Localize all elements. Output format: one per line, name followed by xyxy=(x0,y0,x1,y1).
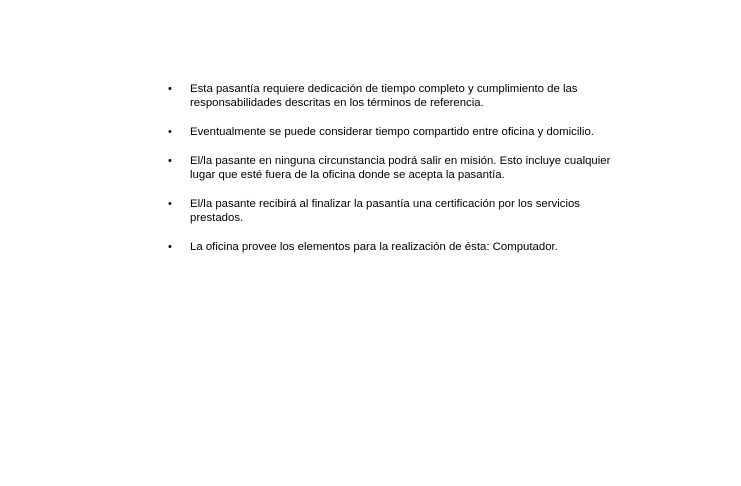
list-item-text xyxy=(190,154,636,182)
bullet-icon: • xyxy=(168,126,172,138)
list-item xyxy=(166,125,636,139)
list-item-text xyxy=(190,197,636,225)
conditions-bullet-list xyxy=(166,82,636,269)
bullet-icon: • xyxy=(168,83,172,95)
list-item-text xyxy=(190,240,636,254)
list-item-line: Eventualmente se puede considerar tiempo compartido entre oficina y domicilio. xyxy=(190,126,594,138)
list-item-line: lugar que esté fuera de la oficina donde se acepta la pasantía. xyxy=(190,169,505,181)
list-item-line: El/la pasante recibirá al finalizar la pasantía una certificación por los servicios xyxy=(190,198,581,210)
list-item xyxy=(166,197,636,225)
list-item xyxy=(166,154,636,182)
list-item-text xyxy=(190,125,636,139)
bullet-icon: • xyxy=(168,241,172,253)
list-item-line: El/la pasante en ninguna circunstancia podrá salir en misión. Esto incluye cualquier xyxy=(190,155,611,167)
bullet-icon: • xyxy=(168,155,172,167)
bullet-icon: • xyxy=(168,198,172,210)
list-item-text xyxy=(190,82,636,110)
list-item-line: responsabilidades descritas en los términos de referencia. xyxy=(190,97,484,109)
list-item-line: Esta pasantía requiere dedicación de tiempo completo y cumplimiento de las xyxy=(190,83,578,95)
list-item-line: La oficina provee los elementos para la realización de ésta: Computador. xyxy=(190,241,558,253)
list-item-line: prestados. xyxy=(190,212,244,224)
list-item xyxy=(166,240,636,254)
list-item xyxy=(166,82,636,110)
